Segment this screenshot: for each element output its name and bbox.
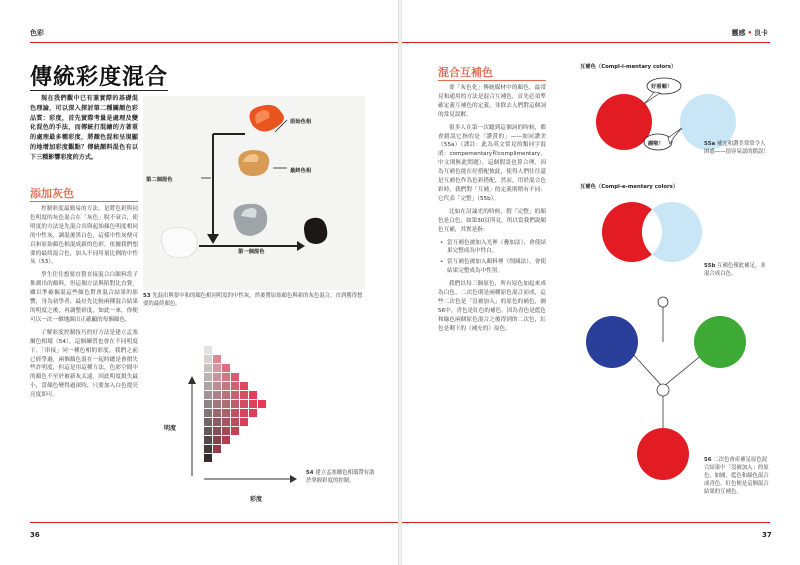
page-number-left: 36 (30, 531, 40, 539)
value-chroma-grid (204, 342, 294, 472)
section-title-gray: 添加灰色 (30, 187, 74, 200)
bubble-top-text: 好看喔！ (651, 84, 673, 90)
swatch (240, 400, 248, 408)
tan-paint-blob (238, 150, 269, 176)
paragraph: 學生往往想要直覺直接混合白顏料當子推測出的顏料，但這個方法與陷對比直覺，雖以準確掘混這些顏色對會混合結果的影響，身為初學者，最好先比較兩種混合結果的明度之後，再調整彩度，如此一來，你便可以一次一個地調出正確顯的每個顏色。 (30, 272, 138, 323)
swatch (204, 382, 212, 390)
swatch (213, 400, 221, 408)
left-text-column (30, 94, 138, 167)
swatch (213, 436, 221, 444)
label-first-mix: 第一個混色 (238, 249, 265, 255)
swatch (231, 409, 239, 417)
running-head (732, 28, 768, 38)
top-node (658, 297, 668, 307)
swatch (222, 373, 230, 381)
swatch (213, 445, 221, 453)
caption-56-text: 二次色會產補足原色混合結果中「沒被加入」的原色，如圖，藍色和綠色混合成青色，紅色便是這個混合結果的互補色。 (704, 457, 769, 495)
paragraph: 了解彩度控制技巧的好方法是建立孟塞爾色相環（54），這個練習也會在不同明度下，「串接」同一種色相的彩度，我們之前已經學過，兩個顏色混在一起時總是會損失些許明度，但這是用這種方法，色彩空間中的顏色不至於被新灰太遠，因此明度損失最小，當顏色變得過深時，只要加入白色提亮亮度即可。 (30, 329, 138, 399)
bubble-bottom-text: 謝啦！ (648, 141, 664, 147)
caption-55b-number: 55b (704, 263, 716, 269)
paragraph: 要「灰色化」傳統媒材中的顏色，最常見和通用的方法是混合互補色，首先必須準確定義互補色的定義，並除去人們對這個詞的常見誤解。 (438, 85, 546, 118)
value-axis-label: 明度 (164, 425, 177, 432)
swatch (204, 436, 212, 444)
swatch (213, 427, 221, 435)
swatch (231, 400, 239, 408)
section-rule (438, 80, 546, 81)
speech-bubble-top-tail (644, 92, 660, 104)
intro-paragraph: 現在我們觀中已有兼實際的基礎混色理論，可以深入探討第二種關顏色彩品質：彩度，首先實際考量是處理及變化混色的手法，而傳統打混繪的方著重的處理最多種彩度，將顏色混和呈現顯的地增加彩度觀點？傳統顏料混色有以下三種影響彩度的方式。 (30, 95, 138, 161)
swatch (204, 364, 212, 372)
caption-56-number: 56 (704, 457, 712, 463)
caption-55b (704, 262, 770, 278)
value-axis-arrow (186, 374, 198, 480)
swatch (204, 445, 212, 453)
caption-55a-text: 補充和讚美常常令人困惑——很容易認的錯誤！ (704, 141, 769, 155)
swatch (213, 364, 221, 372)
red-circle (637, 428, 689, 480)
swatch (258, 400, 266, 408)
fig55b-title: 互補色（Compl-e-mentary colors） (580, 184, 679, 190)
swatch (231, 373, 239, 381)
swatch (213, 355, 221, 363)
section-title-complementary: 混合互補色 (438, 66, 493, 79)
title-rule (30, 90, 168, 91)
running-head-a: 靈感 (731, 29, 746, 37)
label-final-hue: 最終色相 (290, 168, 312, 174)
right-body-column (438, 84, 546, 338)
swatch (231, 382, 239, 390)
swatch (204, 346, 212, 354)
swatch (231, 427, 239, 435)
swatch (222, 427, 230, 435)
swatch (204, 373, 212, 381)
swatch (222, 409, 230, 417)
bullet-item: • 當互補色被加入光裡（疊加法），會使結果完整成為中性白。 (438, 239, 546, 257)
blue-circle (586, 316, 638, 368)
swatch (249, 391, 257, 399)
swatch (222, 364, 230, 372)
caption-53 (143, 292, 365, 308)
swatch (204, 391, 212, 399)
swatch (213, 409, 221, 417)
swatch (204, 418, 212, 426)
green-circle (694, 316, 746, 368)
label-second-mix: 第二個混色 (146, 177, 173, 183)
left-page (0, 0, 398, 565)
caption-54-number: 54 (306, 470, 314, 476)
caption-55a-number: 55a (704, 141, 716, 147)
paragraph: 比如在討論光的時候，假「完整」的顏色是白色，如第30頁所見，所以當我們說顏色互補，其實是指： (438, 208, 546, 233)
header-rule (402, 42, 770, 43)
section-rule (30, 201, 138, 202)
right-page (402, 0, 800, 565)
left-body-column (30, 205, 138, 404)
caption-53-number: 53 (143, 293, 151, 299)
page-number-right: 37 (762, 531, 772, 539)
swatch (240, 418, 248, 426)
swatch (222, 400, 230, 408)
footer-rule (30, 522, 398, 523)
caption-55b-text: 互補色僅此補足，並混合成白色。 (704, 263, 766, 277)
swatch (222, 418, 230, 426)
running-head-separator: • (747, 29, 752, 37)
page-title: 傳統彩度混合 (30, 64, 169, 90)
chroma-axis-arrow (202, 474, 298, 484)
swatch (249, 400, 257, 408)
swatch (240, 382, 248, 390)
swatch (204, 409, 212, 417)
swatch (213, 418, 221, 426)
swatch (231, 391, 239, 399)
swatch (204, 427, 212, 435)
bullet-item: • 當互補色被加入顏料裡（削減法），會使結果完整成為中性黑。 (438, 258, 546, 276)
running-head-b: 良卡 (754, 29, 768, 37)
footer-rule (402, 522, 770, 523)
red-circle (596, 94, 652, 150)
speech-bubble-bottom-tail (668, 128, 682, 144)
fig55a-title: 互補色（Compl-i-mentary colors） (580, 64, 677, 70)
swatch (222, 382, 230, 390)
swatch (213, 391, 221, 399)
paint-mixing-photo (143, 96, 365, 290)
white-paint-blob (161, 228, 197, 258)
caption-53-text: 先混出與要中和的顏色相同明度的中性灰，然後將原始顏色與新的灰色混合，直到獲得想要的最終顏色。 (143, 293, 363, 307)
paragraph: 控制彩度最簡易的方法，是將色彩與同色明度的灰色混合在「灰色」脫不衰合，使明度的方法是先混合出與起始顏色明度相同的中性灰，調混後黑白色，這樣中性灰便可以和原始顏色相混成新的色彩，依據我們想要的最終混合色，加入不同用量比例的中性灰（53）。 (30, 206, 138, 266)
caption-56 (704, 456, 770, 496)
fig56-diagram (570, 282, 770, 482)
swatch (240, 391, 248, 399)
swatch (222, 436, 230, 444)
swatch (204, 355, 212, 363)
header-rule (30, 42, 398, 43)
paragraph: 我們以每三個原色，所有原色加起來成為白色，二次色則是兩種原色混合而成，這些二次色是「沒被加入」的原色的補色，圖56中，青色是紅色的補色，因為青色是藍色和綠色兩個原色混合之後得到的二次色，紅色是剩下的（補充的）原色。 (438, 281, 546, 332)
swatch (204, 454, 212, 462)
swatch (222, 391, 230, 399)
mix-node (657, 384, 669, 396)
swatch (213, 382, 221, 390)
running-head: 色彩 (30, 29, 44, 37)
caption-54 (306, 469, 378, 485)
swatch (249, 409, 257, 417)
swatch (240, 409, 248, 417)
swatch (213, 373, 221, 381)
chroma-axis-label: 彩度 (250, 496, 263, 503)
black-paint-blob (304, 218, 327, 244)
swatch (231, 418, 239, 426)
paragraph: 很多人在第一次聽到這個詞的時候，都會錯誤它指的是「讚賞的」——如同讚美（55a）（譯註：此為英文常見的類同字混淆：compementary和complimentary，中文則無此問題），這個假設也算合理，因為互補色能在好搭配彼此，使得人們往往還是互補色作為色彩搭配，然而，用於混合色彩時，我們對「互補」的定義則稍有不同：它代表「完整」（55b）。 (438, 124, 546, 202)
swatch (204, 400, 212, 408)
caption-55a (704, 140, 770, 156)
label-initial-hue: 原始色相 (290, 119, 312, 125)
caption-54-text: 建立孟塞爾色相環帶有助於掌握彩度的控制。 (306, 470, 375, 484)
bullet-list (438, 239, 546, 277)
